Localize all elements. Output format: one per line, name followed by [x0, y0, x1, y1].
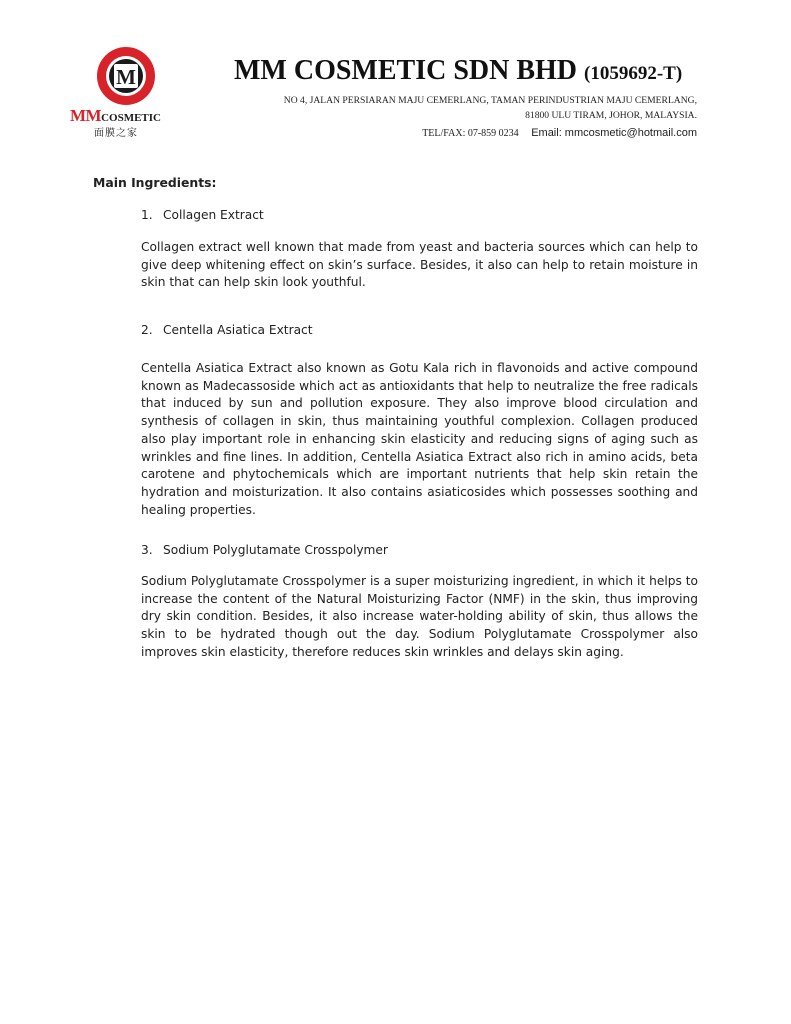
ingredient-1-description: Collagen extract well known that made from yeast and bacteria sources which can help to give deep whitening effect on skin’s surface. Besides, it also can help to retain moisture in skin that can help skin look youthful.: [141, 240, 698, 290]
ingredient-title-text: Collagen Extract: [163, 208, 264, 222]
ingredient-2-description: Centella Asiatica Extract also known as Gotu Kala rich in flavonoids and active compound known as Madecassoside which act as antioxidants that help to neutralize the free radicals that induced by sun and pollution exposure. They also improve blood circulation and synthesis of collagen in skin, thus maintaining youthful complexion. Collagen produced also play important role in enhancing skin elasticity and reducing signs of aging such as wrinkles and fine lines. In addition, Centella Asiatica Extract also rich in amino acids, beta carotene and phytochemicals which are important nutrients that help skin retain the hydration and moisturization. It also contains asiaticosides which possesses soothing and healing properties.: [141, 361, 698, 517]
logo-mm-text: MM: [70, 106, 102, 125]
ingredient-number: 2.: [141, 323, 153, 337]
company-name-text: MM COSMETIC SDN BHD: [234, 55, 578, 86]
address-line-1: NO 4, JALAN PERSIARAN MAJU CEMERLANG, TAMAN PERINDUSTRIAN MAJU CEMERLANG,: [283, 95, 697, 106]
address-line-2: 81800 ULU TIRAM, JOHOR, MALAYSIA.: [525, 109, 697, 121]
ingredient-2-title: [141, 323, 313, 337]
ingredient-3-description: Sodium Polyglutamate Crosspolymer is a super moisturizing ingredient, in which it helps to increase the content of the Natural Moisturizing Factor (NMF) in the skin, thus improving dry skin condition. Besides, it also increase water-holding ability of skin, thus allows the skin to be hydrated though out the day. Sodium Polyglutamate Crosspolymer also improves skin elasticity, therefore reduces skin wrinkles and delays skin aging.: [141, 574, 698, 659]
company-name: [234, 55, 682, 87]
logo-chinese-text: 面膜之家: [94, 128, 138, 139]
address-block: [284, 94, 697, 142]
logo-badge-icon: [70, 46, 182, 108]
letterhead: [0, 0, 791, 150]
ingredient-3-title: [141, 543, 388, 557]
ingredient-number: 1.: [141, 208, 153, 222]
ingredient-title-text: Sodium Polyglutamate Crosspolymer: [163, 543, 388, 557]
contact-line: [284, 126, 697, 142]
logo-wordmark: [70, 106, 182, 126]
telfax: TEL/FAX: 07-859 0234: [422, 128, 519, 139]
company-registration: (1059692-T): [584, 63, 683, 84]
ingredient-number: 3.: [141, 543, 153, 557]
section-heading: Main Ingredients:: [93, 175, 217, 190]
email: Email: mmcosmetic@hotmail.com: [531, 127, 697, 139]
company-logo: [70, 46, 182, 138]
logo-badge-letter: M: [116, 65, 136, 89]
ingredient-title-text: Centella Asiatica Extract: [163, 323, 313, 337]
ingredient-1-title: [141, 208, 264, 222]
logo-cosmetic-text: COSMETIC: [101, 112, 161, 124]
